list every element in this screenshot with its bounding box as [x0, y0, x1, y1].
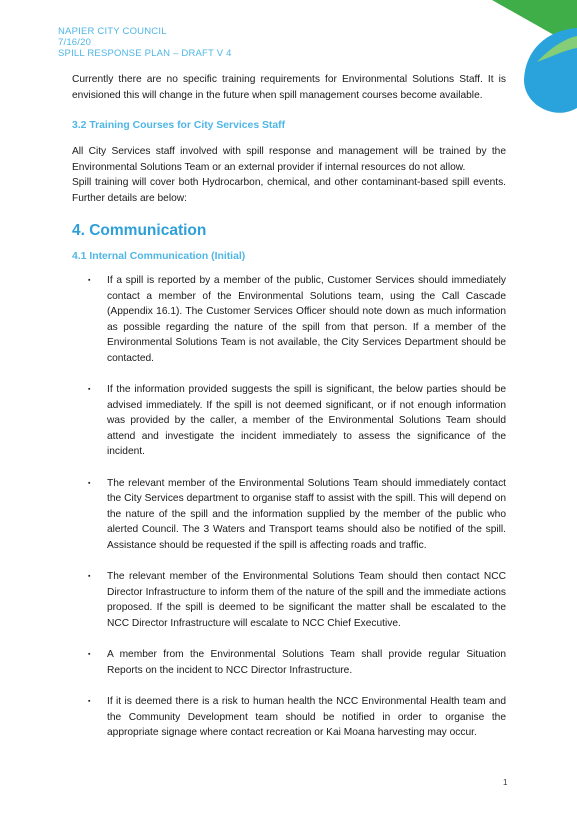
header-doc-title: SPILL RESPONSE PLAN – DRAFT V 4	[58, 48, 232, 59]
list-item-text: If the information provided suggests the spill is significant, the below parties should be advised immediately. If the spill is not deemed significant, or if not enough information was provided by the caller, a member of the Environmental Solutions Team should attend and investigate the incident immediately to assess the significance of the incident.	[107, 384, 506, 457]
bullet-icon: ▪	[88, 698, 91, 705]
section-4-heading: 4. Communication	[72, 222, 207, 239]
section-3-2-paragraph-1: All City Services staff involved with spill response and management will be trained by the Environmental Solutions Team or an external provider if internal resources do not allow.	[72, 146, 506, 173]
bullet-icon: ▪	[88, 277, 91, 284]
list-item	[72, 647, 506, 678]
bullet-icon: ▪	[88, 386, 91, 393]
list-item	[72, 382, 506, 460]
header-org: NAPIER CITY COUNCIL	[58, 26, 167, 37]
list-item	[72, 569, 506, 631]
list-item	[72, 273, 506, 366]
list-item-text: The relevant member of the Environmental Solutions Team should immediately contact the City Services department to organise staff to assist with the spill. This will depend on the nature of the spill and the information supplied by the member of the public who alerted Council. The 3 Waters and Transport teams should also be notified of the spill. Assistance should be requested if the spill is affecting roads and traffic.	[107, 477, 506, 551]
bullet-icon: ▪	[88, 479, 91, 487]
list-item	[72, 694, 506, 741]
page-content	[72, 72, 506, 741]
section-4-1-subheading: 4.1 Internal Communication (Initial)	[72, 251, 246, 262]
list-item-text: If it is deemed there is a risk to human health the NCC Environmental Health team and the Community Development team should be notified in order to organise the appropriate signage where contact recreation or Kai Moana harvesting may occur.	[107, 696, 506, 738]
section-3-2-heading: 3.2 Training Courses for City Services Staff	[72, 120, 286, 131]
header-date: 7/16/20	[58, 37, 92, 48]
list-item-text: A member from the Environmental Solutions Team shall provide regular Situation Reports on the incident to NCC Director Infrastructure.	[107, 649, 506, 676]
section-3-2-paragraph-2: Spill training will cover both Hydrocarbon, chemical, and other contaminant-based spill events. Further details are below:	[72, 177, 506, 204]
internal-communication-list	[72, 273, 506, 741]
list-item	[72, 476, 506, 554]
bullet-icon: ▪	[88, 573, 91, 580]
list-item-text: The relevant member of the Environmental Solutions Team should then contact NCC Director Infrastructure to inform them of the nature of the spill and the immediate actions proposed. If the spill is deemed to be significant the matter shall be escalated to the NCC Director Infrastructure will escalate to NCC Chief Executive.	[107, 571, 506, 629]
list-item-text: If a spill is reported by a member of the public, Customer Services should immediately contact a member of the Environmental Solutions team, using the Call Cascade (Appendix 16.1). The Customer Services Officer should note down as much information as possible regarding the nature of the spill from that person. If a member of the Environmental Solutions Team is not available, the City Services Department should be contacted.	[107, 275, 506, 364]
page-number: 1	[503, 778, 508, 787]
intro-paragraph: Currently there are no specific training requirements for Environmental Solutions Staff. It is envisioned this will change in the future when spill management courses become available.	[72, 74, 506, 101]
page-header	[58, 26, 232, 59]
bullet-icon: ▪	[88, 651, 91, 658]
